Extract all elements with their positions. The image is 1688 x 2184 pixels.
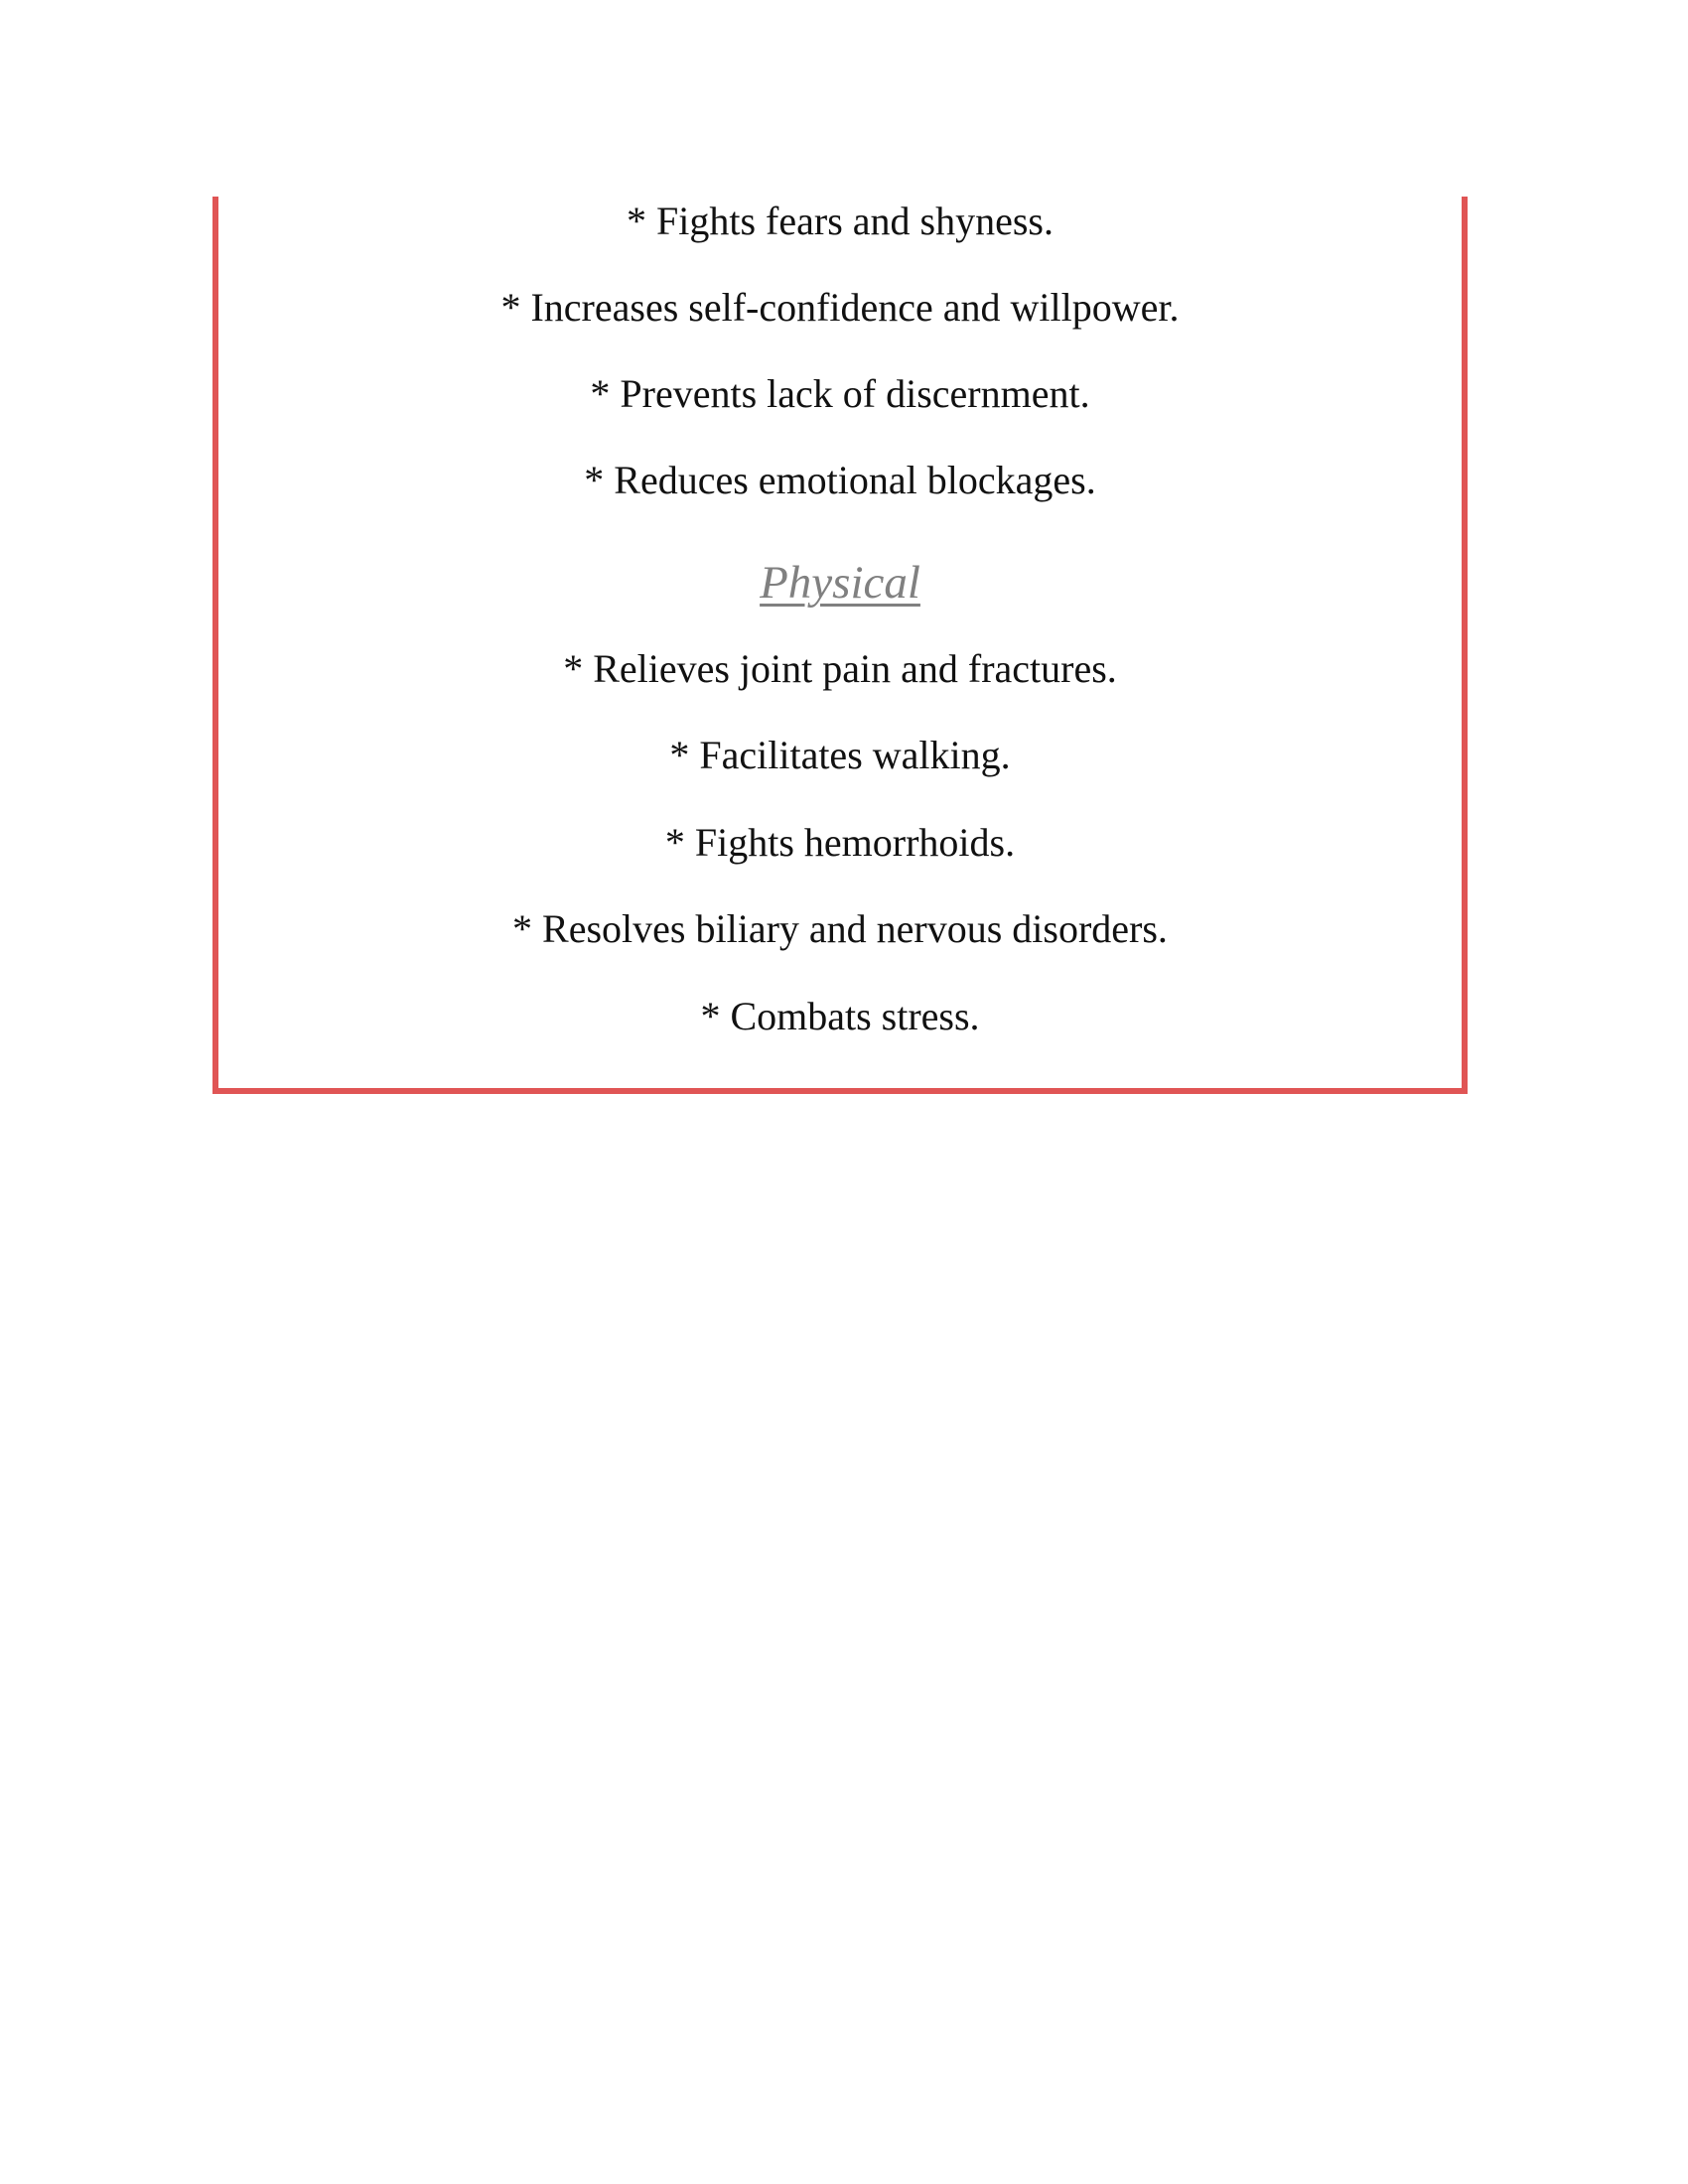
- benefit-item: * Reduces emotional blockages.: [584, 458, 1096, 502]
- benefit-item: * Facilitates walking.: [669, 733, 1011, 777]
- benefit-item: * Prevents lack of discernment.: [590, 371, 1090, 416]
- content-box: [212, 197, 1468, 1094]
- benefit-item: * Resolves biliary and nervous disorders.: [512, 906, 1168, 951]
- benefit-item: * Combats stress.: [700, 994, 980, 1038]
- benefit-item: * Fights hemorrhoids.: [664, 820, 1016, 865]
- benefit-item: * Relieves joint pain and fractures.: [563, 646, 1117, 691]
- section-heading-physical: [218, 555, 1462, 611]
- section-heading-text: Physical: [760, 557, 920, 609]
- benefit-item: * Increases self-confidence and willpower.: [500, 285, 1180, 330]
- benefit-item: * Fights fears and shyness.: [627, 199, 1054, 243]
